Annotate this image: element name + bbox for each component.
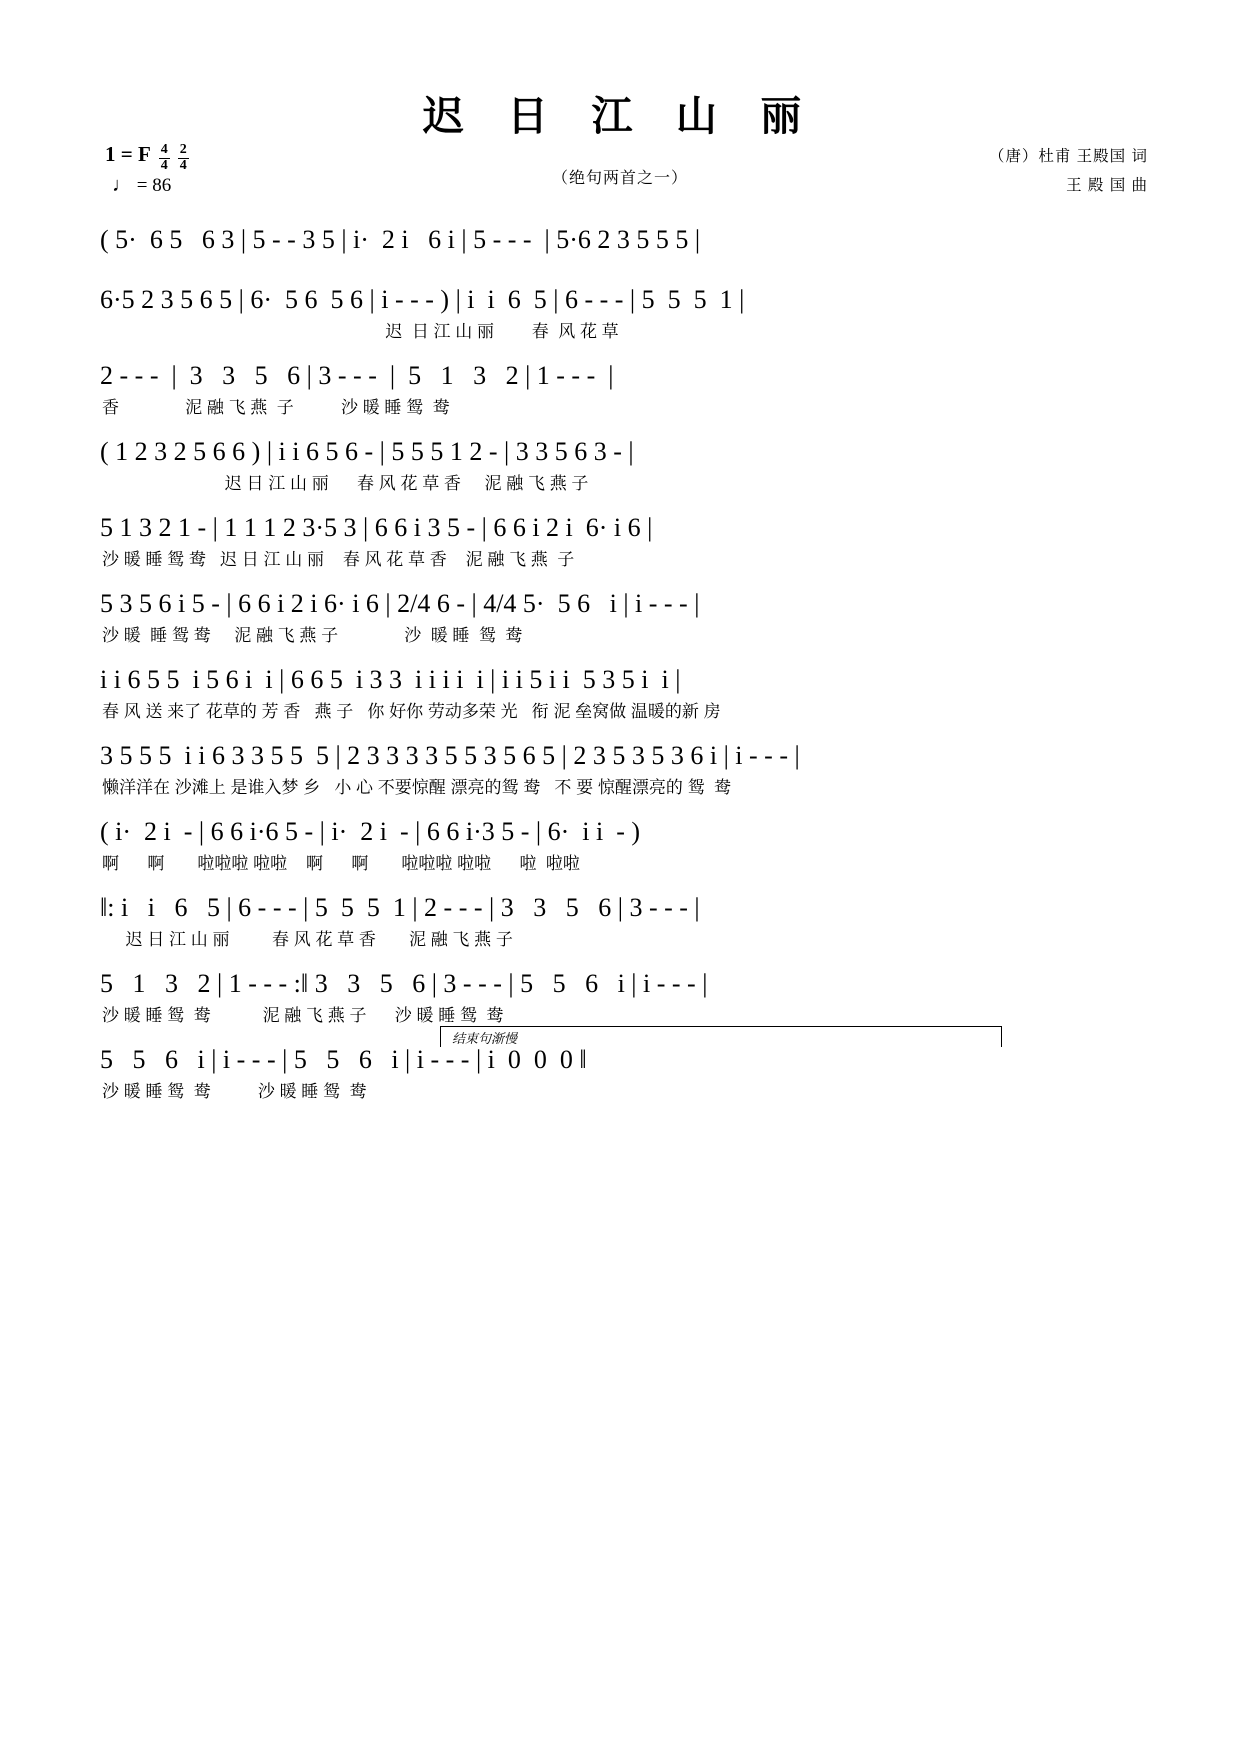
composer-credit: 王 殿 国 曲 bbox=[1066, 177, 1148, 195]
music-system bbox=[100, 220, 1148, 272]
lyric-row: 沙 暖 睡 鸳 鸯 迟 日 江 山 丽 春 风 花 草 香 泥 融 飞 燕 子 bbox=[102, 550, 575, 569]
music-system-final bbox=[100, 1031, 1148, 1108]
key-signature: 1 = F bbox=[105, 142, 151, 166]
score-systems bbox=[0, 220, 1240, 1108]
quarter-note-icon: ♩ bbox=[112, 174, 132, 196]
lyric-row bbox=[102, 262, 1148, 272]
credits bbox=[989, 142, 1148, 201]
music-system bbox=[100, 432, 1148, 500]
lyric-row: 迟 日 江 山 丽 春 风 花 草 香 泥 融 飞 燕 子 bbox=[102, 474, 589, 493]
music-system bbox=[100, 736, 1148, 804]
lyric-row: 沙 暖 睡 鸳 鸯 沙 暖 睡 鸳 鸯 bbox=[102, 1082, 367, 1101]
music-system bbox=[100, 356, 1148, 424]
time-signature-1: $\frac{4}{4}$ bbox=[160, 142, 168, 173]
key-signature-block bbox=[105, 142, 189, 172]
music-system bbox=[100, 280, 1148, 348]
page-subtitle: （绝句两首之一） bbox=[551, 170, 688, 187]
lyric-row: 沙 暖 睡 鸳 鸯 泥 融 飞 燕 子 沙 暖 睡 鸳 鸯 bbox=[102, 1006, 504, 1025]
lyric-row: 香 泥 融 飞 燕 子 沙 暖 睡 鸳 鸯 bbox=[102, 398, 450, 417]
time-signature-2: $\frac{2}{4}$ bbox=[179, 142, 187, 173]
ritardando-bracket bbox=[440, 1026, 1002, 1047]
music-system bbox=[100, 584, 1148, 652]
note-row: ‖: i i 6 5 | 6 - - - | 5 5 5 1 | 2 - - - | 3 3 5 6 | 3 - - - | bbox=[100, 893, 700, 922]
page-title: 迟 日 江 山 丽 bbox=[422, 93, 818, 139]
lyricist-credit: （唐）杜甫 王殿国 词 bbox=[988, 148, 1148, 165]
note-row: ( 1 2 3 2 5 6 6 ) | i i 6 5 6 - | 5 5 5 1 2 - | 3 3 5 6 3 - | bbox=[100, 437, 634, 466]
lyric-row: 沙 暖 睡 鸳 鸯 泥 融 飞 燕 子 沙 暖 睡 鸳 鸯 bbox=[102, 626, 523, 645]
note-row: ( 5· 6 5 6 3 | 5 - - 3 5 | i· 2 i 6 i | 5 - - - | 5·6 2 3 5 5 5 | bbox=[100, 225, 701, 254]
lyric-row: 啊 啊 啦啦啦 啦啦 啊 啊 啦啦啦 啦啦 啦 啦啦 bbox=[102, 854, 580, 873]
note-row: 3 5 5 5 i i 6 3 3 5 5 5 | 2 3 3 3 3 5 5 3 5 6 5 | 2 3 5 3 5 3 6 i | i - - - | bbox=[100, 741, 800, 770]
note-row: 5 1 3 2 1 - | 1 1 1 2 3·5 3 | 6 6 i 3 5 - | 6 6 i 2 i 6· i 6 | bbox=[100, 513, 653, 542]
note-row: i i 6 5 5 i 5 6 i i | 6 6 5 i 3 3 i i i i i | i i 5 i i 5 3 5 i i | bbox=[100, 665, 681, 694]
note-row: ( i· 2 i - | 6 6 i·6 5 - | i· 2 i - | 6 6 i·3 5 - | 6· i i - ) bbox=[100, 817, 641, 846]
lyric-row: 迟 日 江 山 丽 春 风 花 草 香 泥 融 飞 燕 子 bbox=[102, 930, 513, 949]
ritardando-label: 结束句渐慢 bbox=[452, 1031, 518, 1046]
note-row: 2 - - - | 3 3 5 6 | 3 - - - | 5 1 3 2 | 1 - - - | bbox=[100, 361, 614, 390]
music-system bbox=[100, 964, 1148, 1032]
note-row: 5 1 3 2 | 1 - - - :‖ 3 3 5 6 | 3 - - - | 5 5 6 i | i - - - | bbox=[100, 969, 708, 998]
music-system bbox=[100, 888, 1148, 956]
note-row: 5 3 5 6 i 5 - | 6 6 i 2 i 6· i 6 | 2/4 6 - | 4/4 5· 5 6 i | i - - - | bbox=[100, 589, 700, 618]
note-row: 6·5 2 3 5 6 5 | 6· 5 6 5 6 | i - - - ) | i i 6 5 | 6 - - - | 5 5 5 1 | bbox=[100, 285, 745, 314]
music-system bbox=[100, 660, 1148, 728]
note-row: 5 5 6 i | i - - - | 5 5 6 i | i - - - | i 0 0 0 ‖ bbox=[100, 1045, 587, 1074]
tempo-marking bbox=[112, 174, 171, 197]
tempo-value: = 86 bbox=[136, 175, 172, 196]
music-system bbox=[100, 812, 1148, 880]
lyric-row: 懒洋洋在 沙滩上 是谁入梦 乡 小 心 不要惊醒 漂亮的鸳 鸯 不 要 惊醒漂亮的 鸳 鸯 bbox=[102, 778, 732, 797]
music-system bbox=[100, 508, 1148, 576]
lyric-row: 迟 日 江 山 丽 春 风 花 草 bbox=[102, 322, 619, 341]
lyric-row: 春 风 送 来了 花草的 芳 香 燕 子 你 好你 劳动多荣 光 衔 泥 垒窝做 温暖的新 房 bbox=[102, 702, 721, 721]
header-info bbox=[0, 142, 1240, 212]
